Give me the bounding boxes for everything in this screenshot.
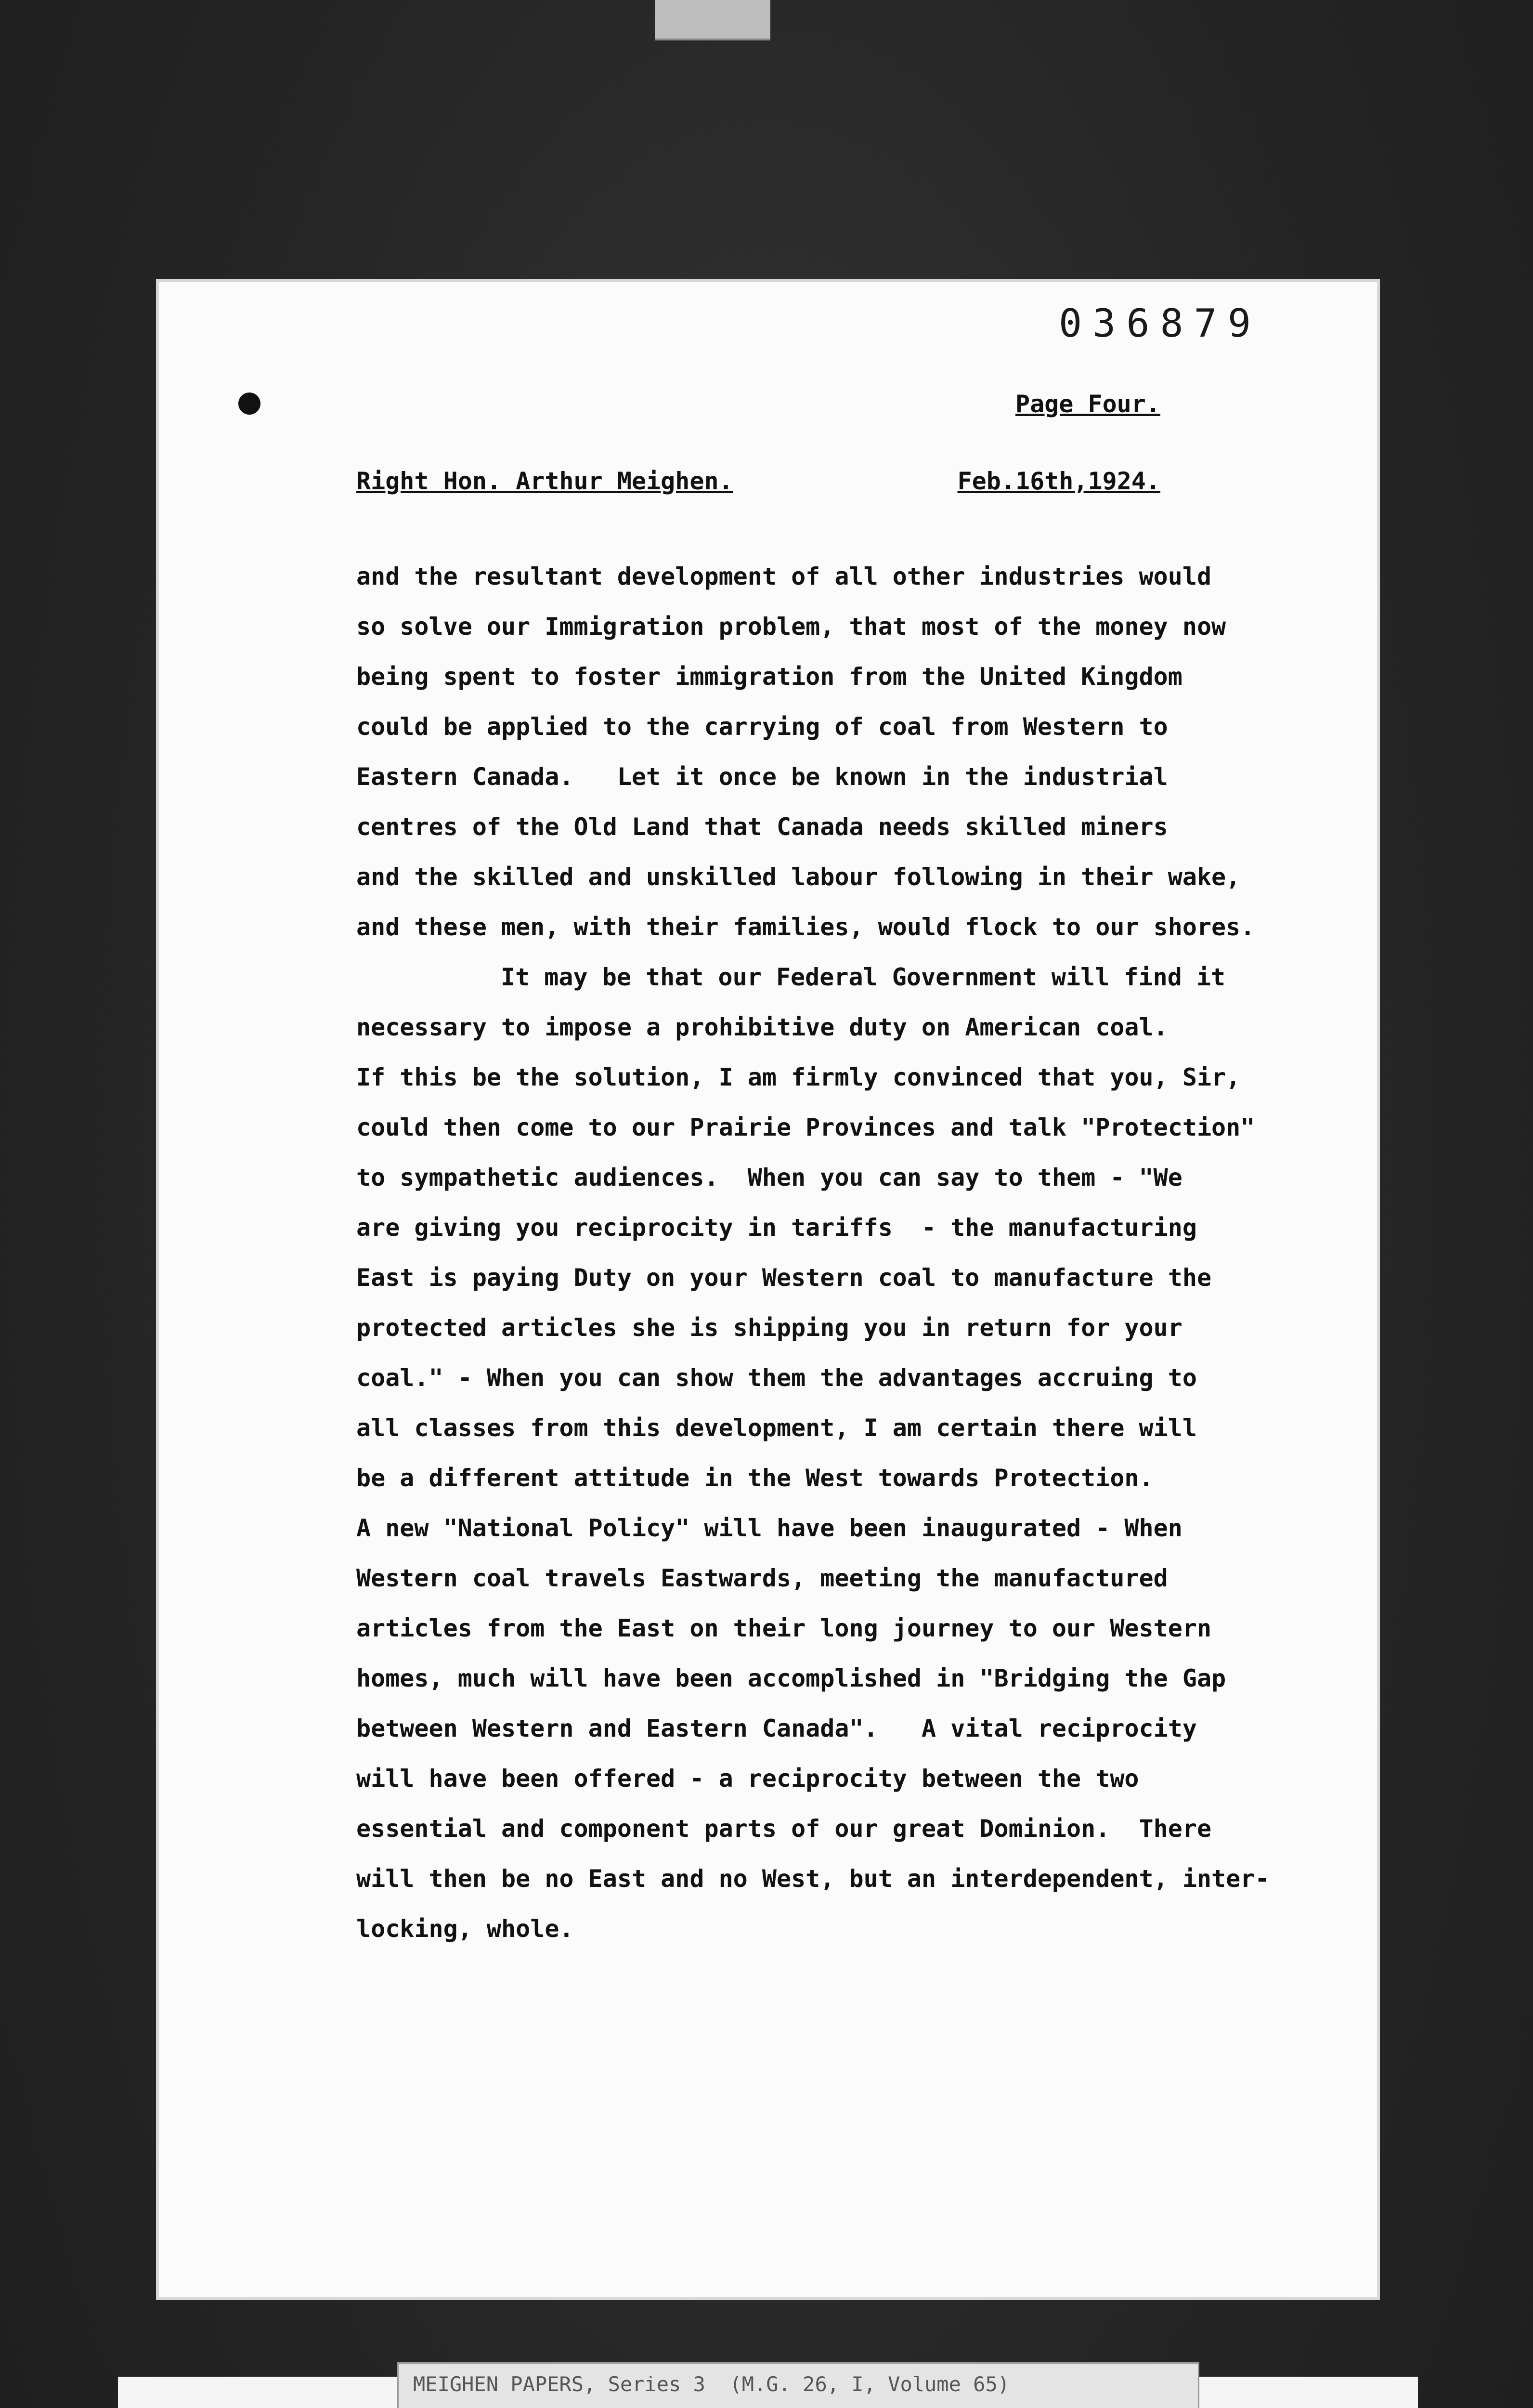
letter-page xyxy=(159,282,1377,2297)
body-line: and the resultant development of all other industries would xyxy=(356,563,1212,590)
body-line: East is paying Duty on your Western coal to manufacture the xyxy=(356,1264,1212,1292)
body-line: and these men, with their families, would flock to our shores. xyxy=(356,913,1255,941)
paragraph-start-line: It may be that our Federal Government will find it xyxy=(501,963,1226,991)
body-line: all classes from this development, I am certain there will xyxy=(356,1414,1197,1442)
body-line: so solve our Immigration problem, that most of the money now xyxy=(356,613,1226,641)
document-number: 036879 xyxy=(1059,301,1261,346)
body-line: being spent to foster immigration from the United Kingdom xyxy=(356,663,1182,691)
body-line: and the skilled and unskilled labour following in their wake, xyxy=(356,863,1241,891)
body-line: centres of the Old Land that Canada needs skilled miners xyxy=(356,813,1168,841)
body-line: A new "National Policy" will have been inaugurated - When xyxy=(356,1514,1182,1542)
body-line: If this be the solution, I am firmly convinced that you, Sir, xyxy=(356,1063,1241,1091)
letter-date: Feb.16th,1924. xyxy=(957,467,1160,495)
body-line: to sympathetic audiences. When you can say to them - "We xyxy=(356,1164,1182,1191)
body-line: between Western and Eastern Canada". A vital reciprocity xyxy=(356,1714,1197,1742)
letter-body xyxy=(356,551,1358,1954)
body-line: are giving you reciprocity in tariffs - the manufacturing xyxy=(356,1214,1197,1242)
body-line: homes, much will have been accomplished in "Bridging the Gap xyxy=(356,1664,1226,1692)
archive-card xyxy=(118,2372,1418,2408)
body-line: could be applied to the carrying of coal from Western to xyxy=(356,713,1168,741)
series-label: MEIGHEN PAPERS, Series 3 (M.G. 26, I, Volume 65) xyxy=(413,2372,1010,2396)
body-line: could then come to our Prairie Provinces and talk "Protection" xyxy=(356,1113,1255,1141)
body-line: locking, whole. xyxy=(356,1915,574,1943)
body-line: will then be no East and no West, but an interdependent, inter- xyxy=(356,1865,1270,1893)
body-line: essential and component parts of our great Dominion. There xyxy=(356,1815,1212,1843)
body-line: be a different attitude in the West towards Protection. xyxy=(356,1464,1154,1492)
body-line: coal." - When you can show them the advantages accruing to xyxy=(356,1364,1197,1392)
series-tab xyxy=(397,2362,1199,2408)
binder-clip xyxy=(655,0,770,40)
body-line: articles from the East on their long journey to our Western xyxy=(356,1614,1212,1642)
body-line: Western coal travels Eastwards, meeting the manufactured xyxy=(356,1564,1168,1592)
body-line: will have been offered - a reciprocity between the two xyxy=(356,1765,1139,1793)
body-line: protected articles she is shipping you in return for your xyxy=(356,1314,1182,1342)
body-line: necessary to impose a prohibitive duty on American coal. xyxy=(356,1013,1168,1041)
body-line: Eastern Canada. Let it once be known in the industrial xyxy=(356,763,1168,791)
page-label: Page Four. xyxy=(1015,390,1160,418)
punch-hole xyxy=(238,393,260,415)
addressee: Right Hon. Arthur Meighen. xyxy=(356,467,733,495)
